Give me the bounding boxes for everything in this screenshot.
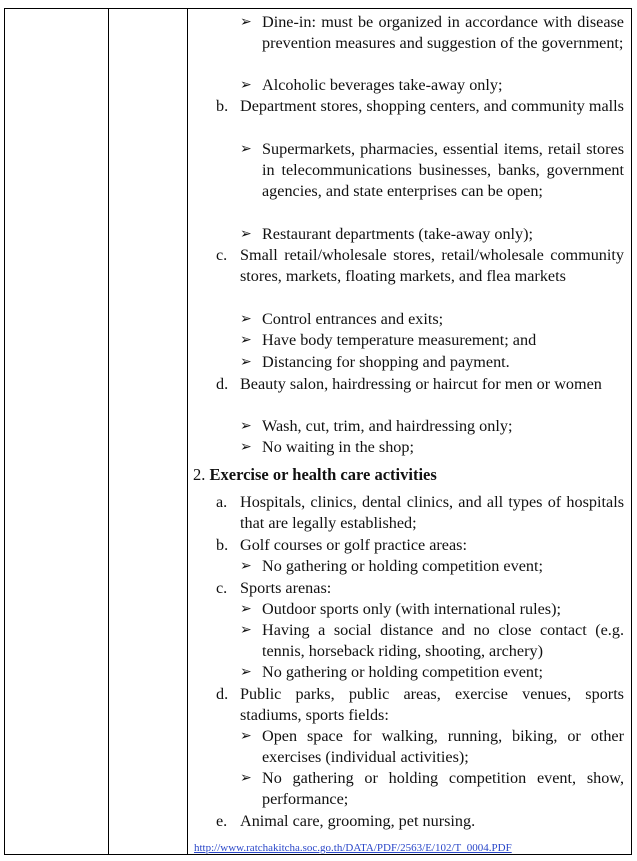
bullet-item: ➢ No waiting in the shop;	[240, 437, 624, 458]
bullet-item: ➢ Supermarkets, pharmacies, essential items, retail stores in telecommunications businesses, banks, government agencies, and state enterprises can be open;	[240, 140, 624, 201]
list-item-b: b. Golf courses or golf practice areas:	[216, 536, 467, 554]
column-divider-1	[108, 9, 109, 854]
list-item-b: b. Department stores, shopping centers, and community malls	[216, 97, 624, 115]
arrow-bullet-icon: ➢	[240, 559, 252, 574]
arrow-bullet-icon: ➢	[240, 440, 252, 455]
list-item-e: e. Animal care, grooming, pet nursing.	[216, 812, 476, 830]
arrow-bullet-icon: ➢	[240, 227, 252, 242]
arrow-bullet-icon: ➢	[240, 15, 252, 30]
arrow-bullet-icon: ➢	[240, 729, 252, 744]
section-heading: 2. Exercise or health care activities	[193, 465, 437, 484]
arrow-bullet-icon: ➢	[240, 355, 252, 370]
arrow-bullet-icon: ➢	[240, 142, 252, 157]
bullet-item: ➢ No gathering or holding competition event, show, performance;	[240, 769, 624, 809]
list-item-a: a. Hospitals, clinics, dental clinics, and all types of hospitals that are legally established;	[216, 493, 624, 533]
arrow-bullet-icon: ➢	[240, 771, 252, 786]
arrow-bullet-icon: ➢	[240, 623, 252, 638]
bullet-item: ➢ Dine-in: must be organized in accordance with disease prevention measures and suggestion of the government;	[240, 13, 624, 53]
arrow-bullet-icon: ➢	[240, 333, 252, 348]
arrow-bullet-icon: ➢	[240, 665, 252, 680]
list-item-c: c. Small retail/wholesale stores, retail/wholesale community stores, markets, floating markets, and flea markets	[216, 246, 624, 286]
arrow-bullet-icon: ➢	[240, 312, 252, 327]
bullet-item: ➢ Restaurant departments (take-away only);	[240, 224, 624, 245]
list-item-d: d. Public parks, public areas, exercise venues, sports stadiums, sports fields:	[216, 685, 624, 725]
bullet-item: ➢ Distancing for shopping and payment.	[240, 352, 624, 373]
list-item-d: d. Beauty salon, hairdressing or haircut for men or women	[216, 375, 602, 393]
arrow-bullet-icon: ➢	[240, 78, 252, 93]
bullet-item: ➢ Have body temperature measurement; and	[240, 330, 624, 351]
bullet-item: ➢ Control entrances and exits;	[240, 309, 624, 330]
bullet-item: ➢ Wash, cut, trim, and hairdressing only;	[240, 416, 624, 437]
arrow-bullet-icon: ➢	[240, 419, 252, 434]
bullet-item: ➢ No gathering or holding competition event;	[240, 662, 624, 683]
arrow-bullet-icon: ➢	[240, 602, 252, 617]
bullet-item: ➢ Open space for walking, running, biking, or other exercises (individual activities);	[240, 727, 624, 767]
column-divider-2	[187, 9, 188, 854]
bullet-item: ➢ No gathering or holding competition event;	[240, 556, 624, 577]
source-link[interactable]: http://www.ratchakitcha.soc.go.th/DATA/PDF/2563/E/102/T_0004.PDF	[194, 842, 512, 854]
bullet-item: ➢ Outdoor sports only (with international rules);	[240, 599, 624, 620]
bullet-item: ➢ Alcoholic beverages take-away only;	[240, 75, 624, 96]
bullet-item: ➢ Having a social distance and no close contact (e.g. tennis, horseback riding, shooting, archery)	[240, 621, 624, 661]
list-item-c: c. Sports arenas:	[216, 579, 332, 597]
